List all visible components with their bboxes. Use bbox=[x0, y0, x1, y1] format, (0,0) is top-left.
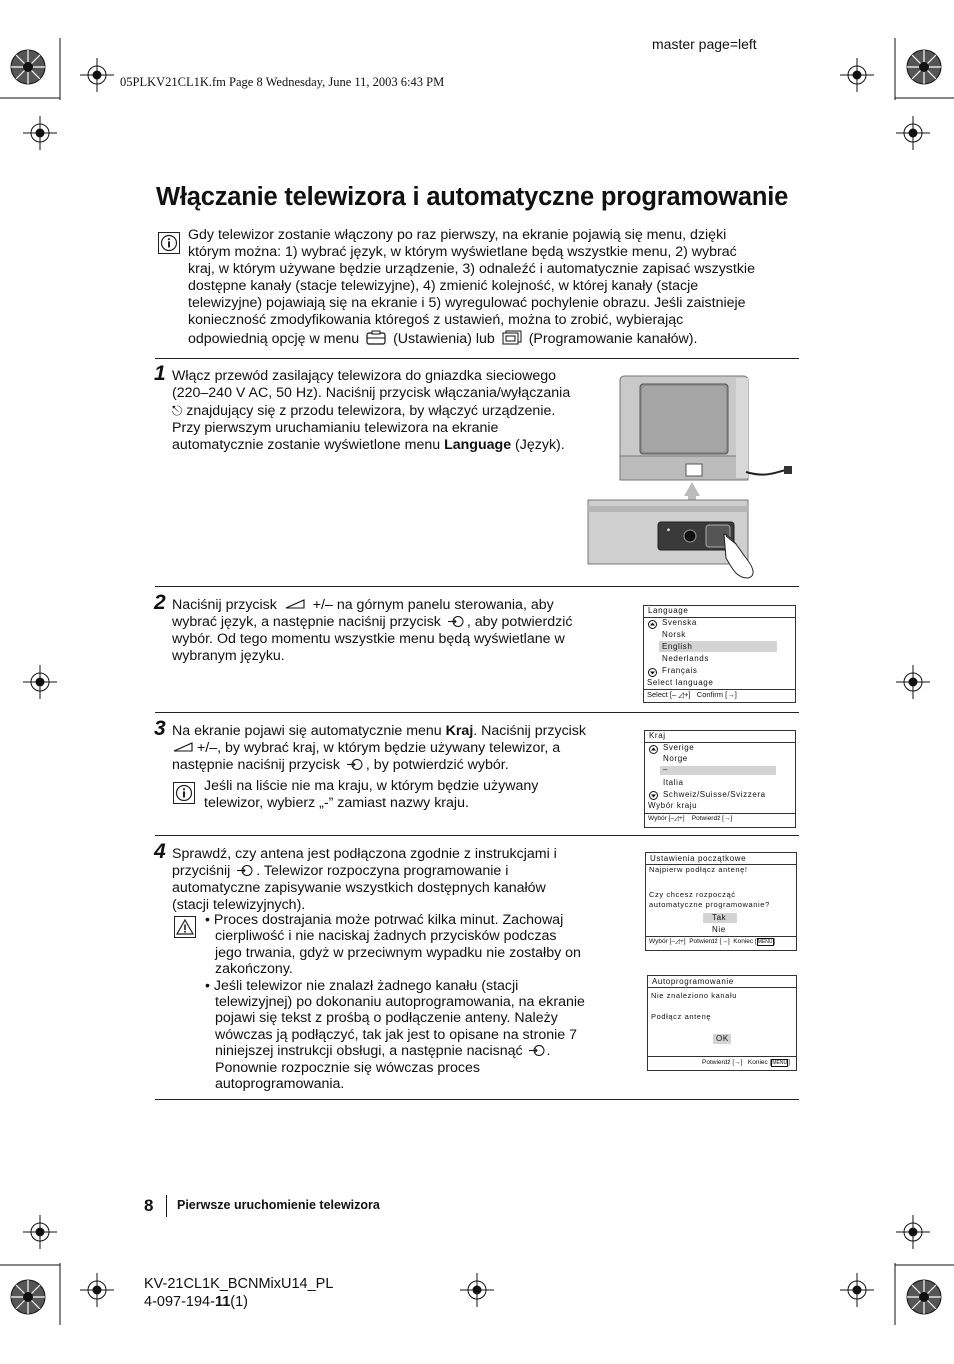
section-rule bbox=[155, 586, 799, 587]
intro-line: telewizyjne) pojawiają się na ekranie i 5) wyregulować pochylenie obrazu. Jeśli zaistnieje bbox=[188, 295, 746, 312]
menu-item[interactable]: Svenska bbox=[662, 618, 697, 627]
target-8 bbox=[896, 1215, 930, 1249]
menu-item[interactable]: Français bbox=[662, 666, 698, 675]
menu-text: automatyczne programowanie? bbox=[649, 900, 770, 909]
country-menu bbox=[644, 730, 796, 828]
svg-text:⚫: ⚫ bbox=[666, 527, 672, 534]
step-2-text bbox=[172, 597, 622, 665]
part-number bbox=[144, 1293, 333, 1311]
menu-divider bbox=[648, 987, 796, 988]
bullet-line: jego trwania, gdyż w przeciwnym wypadku nie zostałby on bbox=[215, 944, 581, 961]
step-text: +/–, by wybrać kraj, w którym będzie używany telewizor, a bbox=[197, 740, 561, 757]
warning-icon bbox=[174, 916, 196, 938]
intro-line: dostępne kanały (stacje telewizyjne), 4) zmienić kolejność, w której kanały (stacje bbox=[188, 278, 699, 295]
intro-line: kraj, w którym używane będzie urządzenie, 3) odnaleźć i automatycznie zapisać wszystkie bbox=[188, 261, 755, 278]
menu-key-icon: MENU bbox=[772, 1060, 788, 1066]
step-text: znajdujący się z przodu telewizora, by włączyć urządzenie. bbox=[186, 403, 556, 420]
bullet-text: . bbox=[546, 1043, 551, 1060]
menu-key-icon: MENU bbox=[757, 939, 773, 945]
footer-text: Wybór [– bbox=[648, 815, 674, 822]
ok-button[interactable]: OK bbox=[716, 1034, 729, 1043]
target-3 bbox=[840, 58, 874, 92]
footer-text: +] bbox=[678, 815, 685, 822]
scroll-up-icon bbox=[648, 620, 657, 629]
bullet-line: telewizyjnej) po dokonaniu autoprogramowania, na ekranie bbox=[215, 994, 585, 1011]
step-text: . Naciśnij przycisk bbox=[473, 723, 586, 739]
menu-prompt: Wybór kraju bbox=[648, 801, 698, 810]
target-11 bbox=[840, 1273, 874, 1307]
step-text: +/– na górnym panelu sterowania, aby bbox=[312, 597, 554, 613]
menu-item[interactable]: Norsk bbox=[662, 630, 686, 639]
section-rule bbox=[155, 835, 799, 836]
footer-text: Select [ bbox=[647, 690, 673, 699]
option-no[interactable]: Nie bbox=[712, 925, 726, 934]
menu-footer: Wybór [–◿+] Potwierdź [→] Koniec [MENU] bbox=[649, 938, 776, 945]
file-info-line: 05PLKV21CL1K.fm Page 8 Wednesday, June 11, 2003 6:43 PM bbox=[120, 75, 445, 89]
footer-text: Wybór [– bbox=[649, 938, 675, 945]
bullet-text: niniejszej instrukcji obsługi, a następnie nacisnąć bbox=[215, 1043, 523, 1060]
step-3-text bbox=[172, 723, 627, 774]
footer-text: ] bbox=[740, 1059, 743, 1066]
settings-menu-icon bbox=[366, 330, 386, 345]
page-number: 8 bbox=[144, 1196, 154, 1215]
document-id bbox=[144, 1275, 333, 1311]
menu-footer: Wybór [–◿+] Potwierdź [→] bbox=[648, 815, 733, 822]
rosette-top-right bbox=[907, 50, 941, 84]
step-number: 2 bbox=[154, 591, 166, 614]
step-text: następnie naciśnij przycisk bbox=[172, 757, 340, 774]
footer-text: Potwierdź [ bbox=[689, 938, 722, 945]
initial-setup-menu bbox=[645, 852, 797, 951]
footer-text: ] bbox=[773, 938, 776, 945]
page-title: Włączanie telewizora i automatyczne programowanie bbox=[156, 183, 789, 211]
scroll-down-icon bbox=[648, 668, 657, 677]
step-line: (220–240 V AC, 50 Hz). Naciśnij przycisk włączania/wyłączania bbox=[172, 385, 571, 402]
footer-text: Koniec [ bbox=[733, 938, 757, 945]
option-yes[interactable]: Tak bbox=[712, 913, 727, 922]
menu-text: Podłącz antenę bbox=[651, 1012, 712, 1021]
step-line bbox=[172, 402, 612, 420]
intro-text: (Ustawienia) lub bbox=[393, 330, 495, 347]
scroll-down-icon bbox=[649, 791, 658, 800]
target-6 bbox=[896, 665, 930, 699]
intro-line: którym można: 1) wybrać język, w którym wyświetlane będą wszystkie menu, 2) wybrać bbox=[188, 244, 737, 261]
kraj-keyword: Kraj bbox=[445, 723, 474, 739]
section-rule bbox=[155, 712, 799, 713]
step-line: Włącz przewód zasilający telewizora do gniazdka sieciowego bbox=[172, 368, 557, 384]
menu-text: Najpierw podłącz antenę! bbox=[649, 865, 748, 874]
target-5 bbox=[23, 665, 57, 699]
bullet-line: cierpliwość i nie naciskaj żadnych przycisków podczas bbox=[215, 928, 557, 945]
footer-text: +] bbox=[679, 938, 686, 945]
bullet-line: zakończony. bbox=[215, 961, 293, 978]
autoprogramming-menu bbox=[647, 975, 797, 1071]
step-text: wybrać język, a następnie naciśnij przycisk bbox=[172, 614, 441, 631]
footer-text: +] bbox=[684, 690, 691, 699]
language-menu bbox=[643, 605, 796, 703]
step-1-text bbox=[172, 368, 612, 454]
step-number: 4 bbox=[154, 840, 166, 863]
target-10 bbox=[460, 1273, 494, 1307]
model-code: KV-21CL1K_BCNMixU14_PL bbox=[144, 1276, 334, 1292]
step-text: , by potwierdzić wybór. bbox=[365, 757, 509, 774]
intro-paragraph bbox=[188, 227, 798, 348]
part-number-text: 4-097-194- bbox=[144, 1294, 215, 1310]
bullet-line: Ponownie rozpocznie się wówczas proces bbox=[215, 1059, 480, 1076]
target-9 bbox=[80, 1273, 114, 1307]
bullet-line: wówczas ją podłączyć, tak jak jest to opisane na stronie 7 bbox=[215, 1026, 577, 1043]
step-text: automatycznie zostanie wyświetlone menu bbox=[172, 437, 441, 454]
footer-text: Potwierdź [ bbox=[702, 1059, 735, 1066]
step-text: , aby potwierdzić bbox=[466, 614, 573, 631]
menu-item[interactable]: Nederlands bbox=[662, 654, 709, 663]
step-line: Przy pierwszym uruchamianiu telewizora na ekranie bbox=[172, 420, 499, 437]
bullet-line: • Jeśli telewizor nie znalazł żadnego kanału (stacji bbox=[205, 977, 519, 994]
menu-item[interactable]: Sverige bbox=[663, 743, 695, 752]
step-line bbox=[172, 614, 622, 631]
menu-item[interactable]: Norge bbox=[663, 754, 688, 763]
confirm-button-icon bbox=[447, 615, 465, 628]
warning-bullets bbox=[205, 912, 625, 1092]
section-rule bbox=[155, 358, 799, 359]
intro-line: Gdy telewizor zostanie włączony po raz pierwszy, na ekranie pojawią się menu, dzięki bbox=[188, 227, 727, 243]
confirm-button-icon bbox=[346, 758, 364, 771]
menu-item[interactable]: Schweiz/Suisse/Svizzera bbox=[663, 790, 766, 799]
bullet-line: autoprogramowania. bbox=[215, 1076, 345, 1093]
step-line: wybór. Od tego momentu wszystkie menu będą wyświetlane w bbox=[172, 631, 565, 648]
part-number-text: (1) bbox=[230, 1294, 249, 1310]
info-icon bbox=[173, 782, 195, 804]
target-7 bbox=[23, 1215, 57, 1249]
program-button-icon bbox=[172, 741, 194, 753]
footer-text: ] bbox=[788, 1059, 790, 1066]
rosette-bottom-right bbox=[907, 1280, 941, 1314]
step-text: Na ekranie pojawi się automatycznie menu bbox=[172, 723, 442, 739]
step-text: Naciśnij przycisk bbox=[172, 597, 277, 613]
note-line: Jeśli na liście nie ma kraju, w którym będzie używany bbox=[204, 778, 539, 794]
section-name: Pierwsze uruchomienie telewizora bbox=[177, 1198, 380, 1212]
step-line bbox=[172, 740, 627, 757]
menu-title: Autoprogramowanie bbox=[652, 977, 734, 986]
step-text: przyciśnij bbox=[172, 863, 231, 880]
footer-text: Koniec [ bbox=[747, 1059, 772, 1066]
footer-text: Confirm [ bbox=[696, 690, 728, 699]
step-line bbox=[172, 597, 622, 614]
program-button-icon bbox=[284, 598, 306, 610]
step-line: wybranym języku. bbox=[172, 648, 285, 665]
menu-title: Kraj bbox=[649, 731, 666, 740]
part-number-bold: 11 bbox=[214, 1294, 231, 1310]
intro-text: (Programowanie kanałów). bbox=[528, 330, 698, 347]
step-line bbox=[172, 863, 627, 880]
menu-footer: Potwierdź [→] Koniec [MENU] bbox=[702, 1059, 790, 1066]
language-keyword: Language bbox=[444, 437, 512, 454]
footer-divider bbox=[166, 1195, 167, 1217]
power-symbol-icon: ⎋ bbox=[172, 403, 183, 419]
footer-text: Potwierdź [ bbox=[691, 815, 724, 822]
menu-item-selected[interactable]: English bbox=[662, 642, 693, 651]
note-line: telewizor, wybierz „-” zamiast nazwy kraju. bbox=[204, 795, 469, 812]
footer-text: ] bbox=[730, 815, 733, 822]
target-2 bbox=[23, 116, 57, 150]
section-rule bbox=[155, 1099, 799, 1100]
channel-programming-icon bbox=[502, 330, 522, 345]
step-4-text bbox=[172, 846, 627, 914]
confirm-button-icon bbox=[528, 1044, 546, 1057]
step-3-note bbox=[204, 778, 624, 812]
info-icon bbox=[158, 232, 180, 254]
confirm-button-icon bbox=[236, 864, 254, 877]
step-line bbox=[172, 437, 612, 454]
step-number: 1 bbox=[154, 362, 166, 385]
intro-text: odpowiednią opcję w menu bbox=[188, 330, 360, 347]
menu-title: Ustawienia początkowe bbox=[650, 854, 747, 863]
target-1 bbox=[80, 58, 114, 92]
step-line bbox=[172, 757, 627, 774]
intro-line bbox=[188, 330, 798, 348]
menu-footer: Select [– ◿+] Confirm [→] bbox=[647, 690, 737, 699]
footer-text: ] bbox=[734, 690, 737, 699]
step-number: 3 bbox=[154, 717, 166, 740]
bullet-line bbox=[205, 1043, 625, 1059]
menu-text: Czy chcesz rozpocząć bbox=[649, 890, 736, 899]
intro-line: konieczność zmodyfikowania któregoś z ustawień, można to zrobić, wybierając bbox=[188, 312, 684, 329]
footer-text: ] bbox=[727, 938, 730, 945]
step-line: Sprawdź, czy antena jest podłączona zgodnie z instrukcjami i bbox=[172, 846, 557, 862]
menu-item[interactable]: Italia bbox=[663, 778, 684, 787]
master-page-label: master page=left bbox=[652, 36, 757, 52]
menu-prompt: Select language bbox=[647, 678, 714, 687]
menu-item-selected[interactable]: – bbox=[663, 765, 669, 774]
selected-row-highlight bbox=[660, 766, 776, 775]
tv-illustration bbox=[586, 372, 798, 580]
menu-title: Language bbox=[648, 606, 689, 615]
step-line: (stacji telewizyjnych). bbox=[172, 897, 306, 914]
rosette-top-left bbox=[11, 50, 45, 84]
step-line: automatyczne zapisywanie wszystkich dostępnych kanałów bbox=[172, 880, 546, 897]
bullet-line: • Proces dostrajania może potrwać kilka minut. Zachowaj bbox=[205, 912, 564, 928]
step-text: . Telewizor rozpoczyna programowanie i bbox=[256, 863, 509, 880]
menu-text: Nie znaleziono kanału bbox=[651, 991, 737, 1000]
footer-text: – bbox=[672, 690, 679, 699]
target-4 bbox=[896, 116, 930, 150]
bullet-line: pojawi się tekst z prośbą o podłączenie anteny. Należy bbox=[215, 1010, 558, 1027]
rosette-bottom-left bbox=[11, 1280, 45, 1314]
step-line bbox=[172, 723, 627, 740]
step-text: (Język). bbox=[515, 437, 565, 454]
scroll-up-icon bbox=[649, 745, 658, 754]
